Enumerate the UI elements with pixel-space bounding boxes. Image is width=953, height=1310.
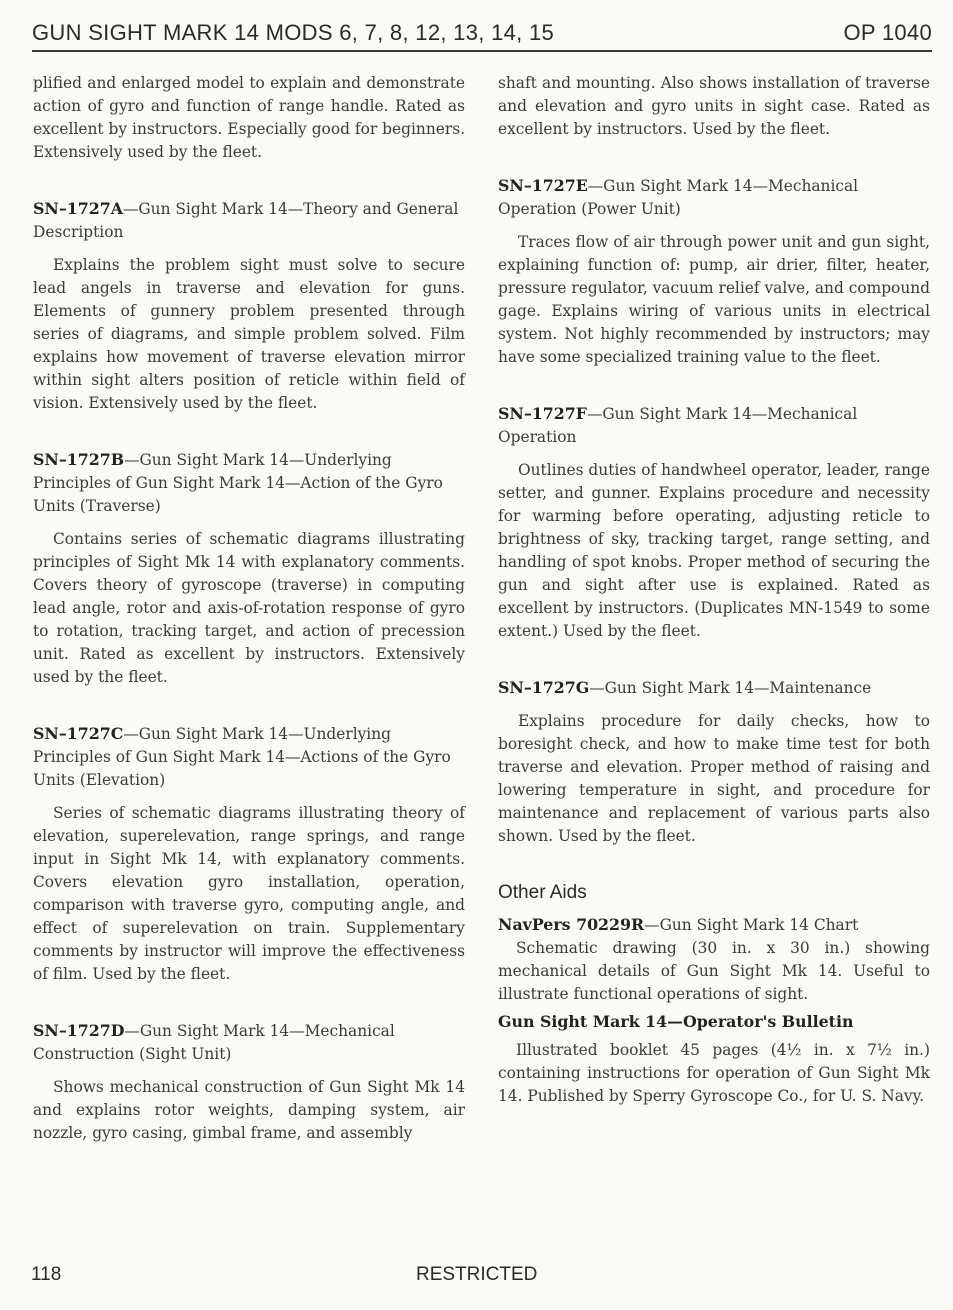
film-entry	[33, 722, 465, 986]
film-entry	[33, 1019, 465, 1145]
entry-title	[33, 1019, 465, 1066]
entry-title	[498, 174, 930, 221]
film-entry	[33, 197, 465, 415]
entry-body: Shows mechanical construction of Gun Sight Mk 14 and explains rotor weights, damping system, air nozzle, gyro casing, gimbal frame, and assembly	[33, 1078, 465, 1142]
entry-code: SN–1727A	[33, 199, 123, 218]
film-entry	[498, 402, 930, 643]
continued-paragraph	[33, 72, 465, 164]
page-header	[32, 18, 932, 52]
entry-title	[498, 402, 930, 449]
classification-label: RESTRICTED	[416, 1264, 538, 1285]
entry-code: SN–1727D	[33, 1021, 125, 1040]
entry-code: SN–1727C	[33, 724, 124, 743]
film-entry	[498, 174, 930, 369]
entry-title-text: —Gun Sight Mark 14—Mechanical Construction (Sight Unit)	[33, 1022, 395, 1063]
entry-title-text: —Gun Sight Mark 14—Underlying Principles of Gun Sight Mark 14—Actions of the Gyro Units (Elevation)	[33, 725, 451, 789]
entry-title-text: —Gun Sight Mark 14—Underlying Principles of Gun Sight Mark 14—Action of the Gyro Units (Traverse)	[33, 451, 443, 515]
entry-body: Outlines duties of handwheel operator, leader, range setter, and gunner. Explains procedure and necessity for warming before operating, adjusting reticle to brightness of sky, tracking target, range setting, and handling of spot knobs. Proper method of securing the gun and sight after use is explained. Rated as excellent by instructors. (Duplicates MN-1549 to some extent.) Used by the fleet.	[498, 461, 930, 640]
entry-code: SN–1727G	[498, 678, 590, 697]
bulletin-body: Illustrated booklet 45 pages (4½ in. x 7½ in.) containing instructions for operation of Gun Sight Mk 14. Published by Sperry Gyroscope Co., for U. S. Navy.	[498, 1041, 930, 1105]
entry-title-text: —Gun Sight Mark 14—Mechanical Operation	[498, 405, 858, 446]
bulletin-title: Gun Sight Mark 14—Operator's Bulletin	[498, 1012, 854, 1031]
lead-text: plified and enlarged model to explain and demonstrate action of gyro and function of range handle. Rated as excellent by instructors. Especially good for beginners. Extensively used by the fleet.	[33, 74, 465, 161]
chart-aid-title-text: —Gun Sight Mark 14 Chart	[644, 916, 859, 934]
entry-title	[33, 722, 465, 792]
entry-body: Traces flow of air through power unit and gun sight, explaining function of: pump, air drier, filter, heater, pressure regulator, vacuum relief valve, and compound gage. Explains wiring of various units in electrical system. Not highly recommended by instructors; may have some specialized training value to the fleet.	[498, 233, 930, 366]
entry-title-text: —Gun Sight Mark 14—Theory and General Description	[33, 200, 459, 241]
entry-title-text: —Gun Sight Mark 14—Mechanical Operation (Power Unit)	[498, 177, 859, 218]
entry-body: Explains the problem sight must solve to secure lead angels in traverse and elevation for guns. Elements of gunnery problem presented through series of diagrams, and simple problem solved. Film explains how movement of traverse elevation mirror within sight alters position of reticle within field of vision. Extensively used by the fleet.	[33, 256, 465, 412]
chart-aid-code: NavPers 70229R	[498, 915, 645, 934]
lead-text: shaft and mounting. Also shows installation of traverse and elevation and gyro units in sight case. Rated as excellent by instructors. Used by the fleet.	[498, 74, 930, 138]
entry-code: SN–1727F	[498, 404, 587, 423]
bulletin-aid	[498, 1010, 930, 1108]
page-number: 118	[31, 1264, 62, 1285]
entry-body: Series of schematic diagrams illustrating theory of elevation, superelevation, range springs, and range input in Sight Mk 14, with explanatory comments. Covers elevation gyro installation, operation, comparison with traverse gyro, computing angle, and effect of superelevation on train. Supplementary comments by instructor will improve the effectiveness of film. Used by the fleet.	[33, 804, 465, 983]
entry-code: SN–1727B	[33, 450, 125, 469]
entry-title	[33, 448, 465, 518]
film-entry	[33, 448, 465, 689]
header-doc-id: OP 1040	[843, 20, 932, 45]
entry-code: SN–1727E	[498, 176, 588, 195]
chart-aid-title	[498, 913, 930, 937]
chart-aid	[498, 913, 930, 1006]
film-entry	[498, 676, 930, 848]
right-column	[498, 72, 930, 1112]
entry-title-text: —Gun Sight Mark 14—Maintenance	[589, 679, 872, 697]
entry-title	[33, 197, 465, 244]
left-column	[33, 72, 465, 1178]
entry-title	[498, 676, 930, 700]
continued-paragraph	[498, 72, 930, 141]
entry-body: Explains procedure for daily checks, how to boresight check, and how to make time test for both traverse and elevation. Proper method of raising and lowering temperature in sight, and procedure for maintenance and replacement of various parts also shown. Used by the fleet.	[498, 712, 930, 845]
header-title: GUN SIGHT MARK 14 MODS 6, 7, 8, 12, 13, 14, 15	[32, 20, 555, 45]
chart-aid-body: Schematic drawing (30 in. x 30 in.) showing mechanical details of Gun Sight Mk 14. Useful to illustrate functional operations of sight.	[498, 939, 930, 1003]
entry-body: Contains series of schematic diagrams illustrating principles of Sight Mk 14 with explanatory comments. Covers theory of gyroscope (traverse) in computing lead angle, rotor and axis-of-rotation response of gyro to rotation, tracking target, and action of precession unit. Rated as excellent by instructors. Extensively used by the fleet.	[33, 530, 465, 686]
other-aids-heading: Other Aids	[498, 882, 587, 903]
